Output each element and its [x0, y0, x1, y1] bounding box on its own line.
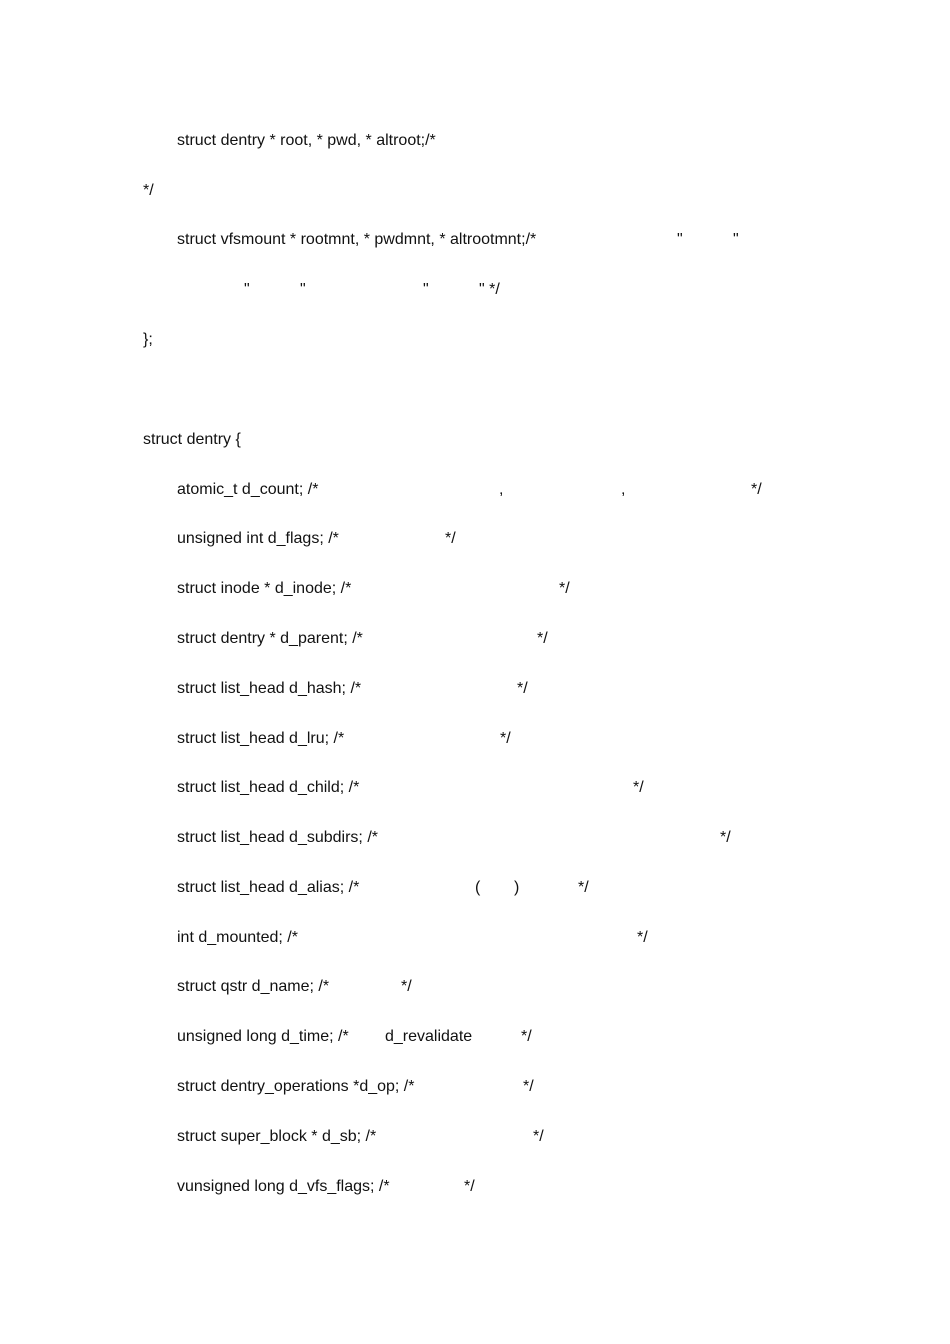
code-text: */	[637, 929, 648, 946]
code-text: struct list_head d_lru; /*	[177, 730, 345, 747]
code-text: */	[578, 879, 589, 896]
code-text: */	[521, 1028, 532, 1045]
code-text: struct qstr d_name; /*	[177, 978, 330, 995]
code-text: struct super_block * d_sb; /*	[177, 1128, 377, 1145]
code-text: "	[677, 231, 683, 248]
code-text: };	[143, 331, 153, 348]
code-text: struct list_head d_child; /*	[177, 779, 360, 796]
code-text: */	[720, 829, 731, 846]
code-text: struct inode * d_inode; /*	[177, 580, 352, 597]
code-text: struct list_head d_subdirs; /*	[177, 829, 378, 846]
code-text: "	[300, 281, 306, 298]
code-text: "	[423, 281, 429, 298]
code-text: unsigned int d_flags; /*	[177, 530, 339, 547]
code-text: struct dentry {	[143, 431, 241, 448]
code-text: */	[559, 580, 570, 597]
code-text: atomic_t d_count; /*	[177, 481, 319, 498]
code-text: */	[633, 779, 644, 796]
code-text: struct vfsmount * rootmnt, * pwdmnt, * altrootmnt;/*	[177, 231, 537, 248]
code-text: */	[517, 680, 528, 697]
code-text: struct dentry_operations *d_op; /*	[177, 1078, 415, 1095]
code-text: struct dentry * d_parent; /*	[177, 630, 363, 647]
code-text: */	[751, 481, 762, 498]
code-text: "	[733, 231, 739, 248]
code-text: */	[445, 530, 456, 547]
code-text: struct list_head d_alias; /*	[177, 879, 360, 896]
code-text: */	[523, 1078, 534, 1095]
code-text: struct dentry * root, * pwd, * altroot;/*	[177, 132, 436, 149]
code-text: */	[537, 630, 548, 647]
code-text: )	[514, 879, 520, 896]
code-text: */	[143, 182, 154, 199]
code-text: ,	[621, 481, 626, 498]
code-text: */	[500, 730, 511, 747]
code-text: (	[475, 879, 481, 896]
code-text: d_revalidate	[385, 1028, 473, 1045]
code-text: "	[244, 281, 250, 298]
code-text: " */	[479, 281, 500, 298]
code-text: struct list_head d_hash; /*	[177, 680, 362, 697]
code-text: ,	[499, 481, 504, 498]
code-text: int d_mounted; /*	[177, 929, 298, 946]
code-text: */	[533, 1128, 544, 1145]
code-text: vunsigned long d_vfs_flags; /*	[177, 1178, 390, 1195]
code-text: */	[401, 978, 412, 995]
code-text: unsigned long d_time; /*	[177, 1028, 349, 1045]
code-text: */	[464, 1178, 475, 1195]
